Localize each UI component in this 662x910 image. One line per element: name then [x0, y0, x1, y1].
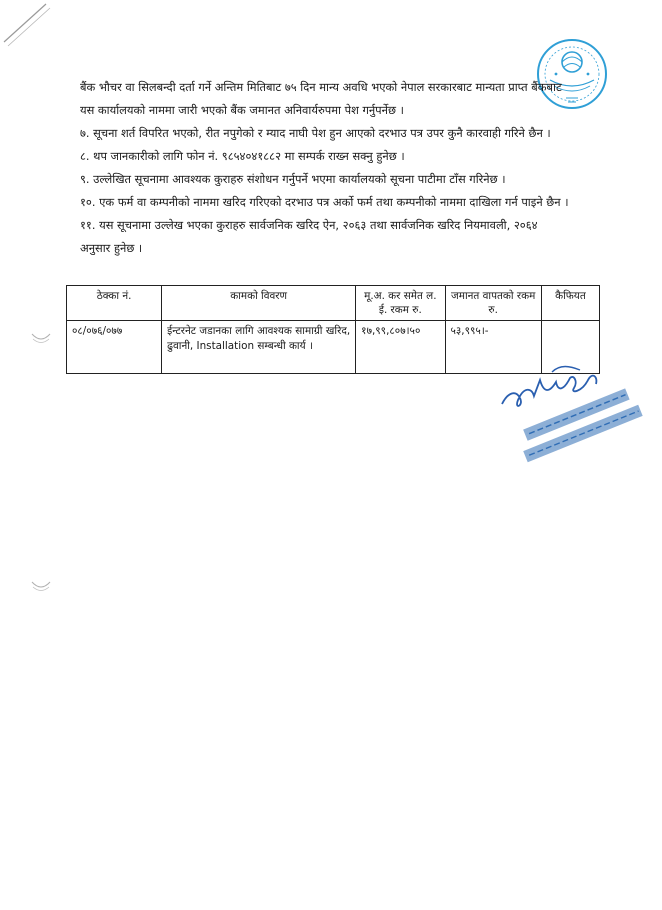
- cell-contract-no: ०८/०७६/०७७: [67, 321, 162, 374]
- signature-stamp-icon: [494, 352, 644, 472]
- cell-deposit: ५३,९९५।-: [445, 321, 541, 374]
- scan-streak-mark: [0, 0, 60, 50]
- notice-paragraphs: [80, 76, 570, 260]
- cell-description: ईन्टरनेट जडानका लागि आवश्यक सामाग्री खरिद, ढुवानी, Installation सम्बन्धी कार्य ।: [162, 321, 356, 374]
- notice-paragraph-10: १०. एक फर्म वा कम्पनीको नाममा खरिद गरिएको दरभाउ पत्र अर्को फर्म तथा कम्पनीको नाममा दाखिला गर्न पाइने छैन ।: [80, 195, 569, 209]
- cell-estimate: १७,९९,८०७।५०: [356, 321, 445, 374]
- punch-hole-mark: [30, 578, 52, 594]
- header-estimate: मू.अ. कर समेत ल. ई. रकम रु.: [356, 286, 445, 321]
- notice-paragraph-9: ९. उल्लेखित सूचनामा आवश्यक कुराहरु संशोधन गर्नुपर्ने भएमा कार्यालयको सूचना पाटीमा टाँस गरिनेछ ।: [80, 172, 506, 186]
- notice-paragraph-11: ११. यस सूचनामा उल्लेख भएका कुराहरु सार्वजनिक खरिद ऐन, २०६३ तथा सार्वजनिक खरिद नियमावली, २०६४ अनुसार हुनेछ ।: [80, 218, 538, 255]
- table-header-row: [67, 286, 600, 321]
- header-remarks: कैफियत: [541, 286, 599, 321]
- notice-paragraph-7: ७. सूचना शर्त विपरित भएको, रीत नपुगेको र म्याद नाघी पेश हुन आएको दरभाउ पत्र उपर कुनै कारवाही गरिने छैन ।: [80, 126, 551, 140]
- notice-paragraph-bank-guarantee: बैंक भौचर वा सिलबन्दी दर्ता गर्ने अन्तिम मितिबाट ७५ दिन मान्य अवधि भएको नेपाल सरकारबाट मान्यता प्राप्त बैंकबाट यस कार्यालयको नाममा जारी भएको बैंक जमानत अनिवार्यरुपमा पेश गर्नुपर्नेछ ।: [80, 80, 562, 117]
- punch-hole-mark: [30, 330, 52, 346]
- notice-paragraph-8: ८. थप जानकारीको लागि फोन नं. ९८५४०४१८८२ मा सम्पर्क राख्न सक्नु हुनेछ ।: [80, 149, 405, 163]
- header-deposit: जमानत वापतको रकम रु.: [445, 286, 541, 321]
- header-description: कामको विवरण: [162, 286, 356, 321]
- header-contract-no: ठेक्का नं.: [67, 286, 162, 321]
